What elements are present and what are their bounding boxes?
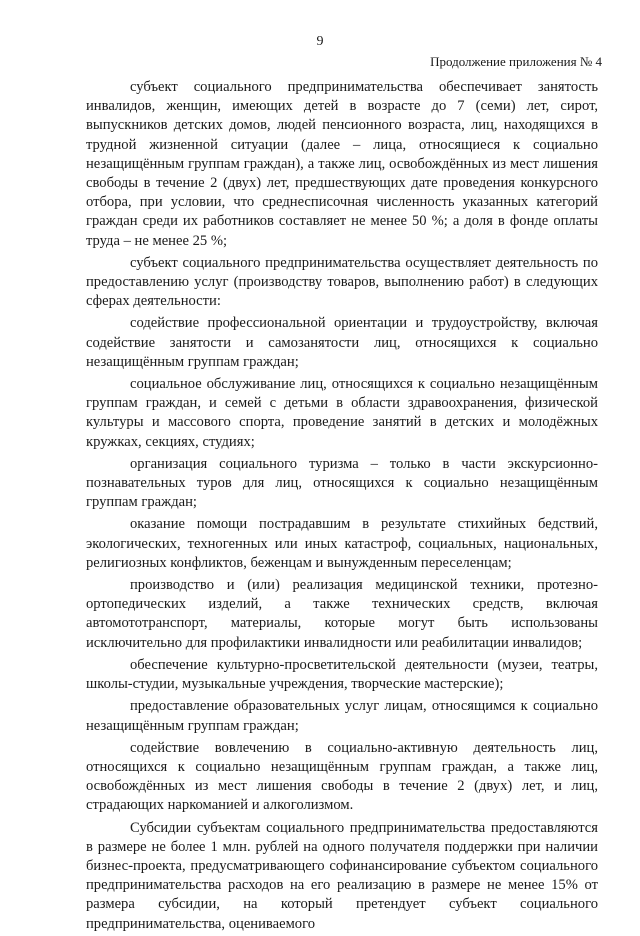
document-body xyxy=(86,78,598,936)
paragraph-cultural-activity: обеспечение культурно-просветительской деятельности (музеи, театры, школы-студии, музыкальные учреждения, творческие мастерские); xyxy=(86,656,598,693)
paragraph-education: предоставление образовательных услуг лицам, относящимся к социально незащищённым группам граждан; xyxy=(86,698,598,734)
paragraph-disaster-aid: оказание помощи пострадавшим в результате стихийных бедствий, экологических, техногенных или иных катастроф, социальных, национальных, религиозных конфликтов, беженцам и вынужденным переселенцам; xyxy=(86,516,598,571)
appendix-note: Продолжение приложения № 4 xyxy=(430,54,602,69)
paragraph-social-involvement: содействие вовлечению в социально-активную деятельность лиц, относящихся к социально незащищённым группам граждан, а также лиц, освобождённых из мест лишения свободы в течение 2 (двух) лет, и лиц, страдающих наркоманией и алкоголизмом. xyxy=(86,739,598,814)
paragraph-employment-condition: субъект социального предпринимательства обеспечивает занятость инвалидов, женщин, имеющих детей в возрасте до 7 (семи) лет, сирот, выпускников детских домов, людей пенсионного возраста, лиц, находящихся в трудной жизненной ситуации (далее – лица, относящиеся к социально незащищённым группам граждан), а также лиц, освобождённых из мест лишения свободы в течение 2 (двух) лет, предшествующих дате проведения конкурсного отбора, при условии, что среднесписочная численность указанных категорий граждан среди их работников составляет не менее 50 %; а доля в фонде оплаты труда – не менее 25 %; xyxy=(86,79,598,249)
paragraph-social-tourism: организация социального туризма – только в части экскурсионно-познавательных туров для лиц, относящихся к социально незащищённым группам граждан; xyxy=(86,455,598,511)
paragraph-subsidy-amount: Субсидии субъектам социального предпринимательства предоставляются в размере не более 1 млн. рублей на одного получателя поддержки при наличии бизнес-проекта, предусматривающего софинансирование субъектом социального предпринимательства расходов на его реализацию в размере не менее 15% от размера субсидии, на который претендует субъект социального предпринимательства, оцениваемого xyxy=(86,819,598,932)
paragraph-career-guidance: содействие профессиональной ориентации и трудоустройству, включая содействие занятости и самозанятости лиц, относящихся к социально незащищённым группам граждан; xyxy=(86,315,598,370)
paragraph-activity-spheres: субъект социального предпринимательства осуществляет деятельность по предоставлению услуг (производству товаров, выполнению работ) в следующих сферах деятельности: xyxy=(86,254,598,310)
paragraph-social-services: социальное обслуживание лиц, относящихся к социально незащищённым группам граждан, и семей с детьми в области здравоохранения, физической культуры и массового спорта, проведение занятий в детских и молодёжных кружках, секциях, студиях; xyxy=(86,376,598,450)
paragraph-medical-equipment: производство и (или) реализация медицинской техники, протезно-ортопедических изделий, а также технических средств, включая автомототранспорт, материалы, которые могут быть использованы исключительно для профилактики инвалидности или реабилитации инвалидов; xyxy=(86,577,598,651)
page-number: 9 xyxy=(316,34,324,49)
